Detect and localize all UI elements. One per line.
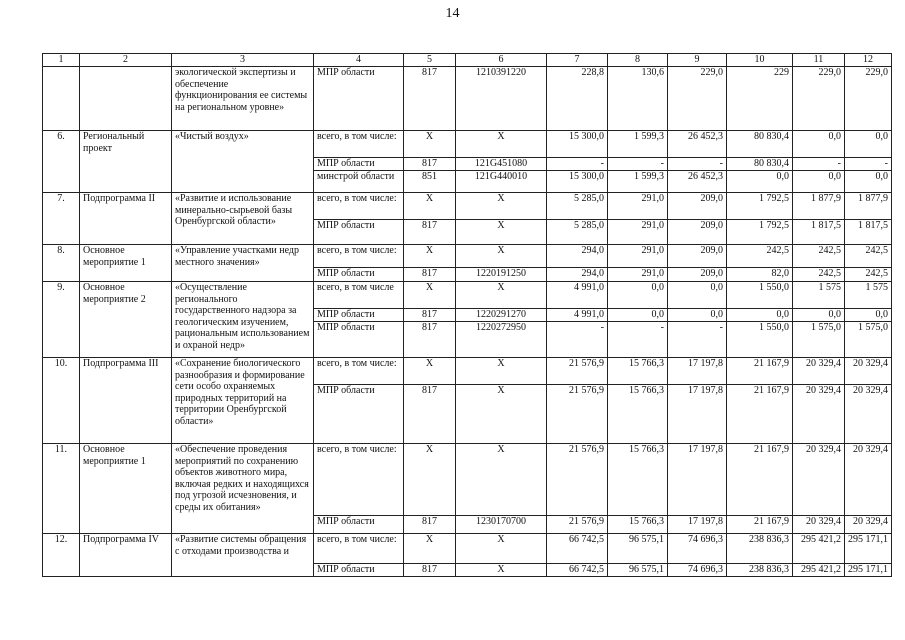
- department-code-cell: 817: [404, 309, 456, 322]
- amount-cell: 294,0: [547, 268, 608, 282]
- amount-cell: -: [668, 322, 727, 358]
- column-header: 2: [80, 54, 172, 67]
- amount-cell: 1 575,0: [845, 322, 892, 358]
- amount-cell: 229,0: [668, 67, 727, 131]
- executor-cell: минстрой области: [314, 171, 404, 193]
- amount-cell: 0,0: [727, 309, 793, 322]
- amount-cell: 1 599,3: [608, 131, 668, 158]
- amount-cell: 291,0: [608, 193, 668, 220]
- amount-cell: 4 991,0: [547, 282, 608, 309]
- amount-cell: 20 329,4: [845, 358, 892, 385]
- amount-cell: 209,0: [668, 268, 727, 282]
- program-name: Подпрограмма IV: [80, 534, 172, 577]
- amount-cell: 15 766,3: [608, 444, 668, 516]
- amount-cell: -: [845, 158, 892, 171]
- row-number: 7.: [43, 193, 80, 245]
- amount-cell: 1 817,5: [793, 220, 845, 245]
- budget-classification-cell: Х: [456, 193, 547, 220]
- amount-cell: 66 742,5: [547, 534, 608, 564]
- amount-cell: 209,0: [668, 193, 727, 220]
- executor-cell: МПР области: [314, 385, 404, 444]
- amount-cell: 294,0: [547, 245, 608, 268]
- amount-cell: 1 575: [845, 282, 892, 309]
- amount-cell: 21 167,9: [727, 385, 793, 444]
- department-code-cell: Х: [404, 358, 456, 385]
- header-row: [43, 54, 892, 67]
- amount-cell: 0,0: [845, 309, 892, 322]
- department-code-cell: Х: [404, 131, 456, 158]
- department-code-cell: Х: [404, 534, 456, 564]
- program-description: экологической экспертизы и обеспечение функционирования ее системы на региональном уровне»: [172, 67, 314, 131]
- department-code-cell: 817: [404, 220, 456, 245]
- amount-cell: 15 766,3: [608, 385, 668, 444]
- column-header: 11: [793, 54, 845, 67]
- budget-classification-cell: 1230170700: [456, 516, 547, 534]
- amount-cell: 295 421,2: [793, 564, 845, 577]
- program-name: Подпрограмма II: [80, 193, 172, 245]
- column-header: 6: [456, 54, 547, 67]
- amount-cell: 229,0: [845, 67, 892, 131]
- column-header: 4: [314, 54, 404, 67]
- department-code-cell: 817: [404, 67, 456, 131]
- program-description: «Обеспечение проведения мероприятий по сохранению объектов животного мира, включая редких и находящихся под угрозой исчезновения, и среды их обитания»: [172, 444, 314, 534]
- amount-cell: 20 329,4: [845, 444, 892, 516]
- department-code-cell: 817: [404, 322, 456, 358]
- executor-cell: МПР области: [314, 67, 404, 131]
- program-name: Основное мероприятие 2: [80, 282, 172, 358]
- amount-cell: 26 452,3: [668, 131, 727, 158]
- amount-cell: 295 421,2: [793, 534, 845, 564]
- column-header: 5: [404, 54, 456, 67]
- budget-classification-cell: Х: [456, 220, 547, 245]
- row-number: 8.: [43, 245, 80, 282]
- amount-cell: 66 742,5: [547, 564, 608, 577]
- amount-cell: 229: [727, 67, 793, 131]
- budget-classification-cell: Х: [456, 245, 547, 268]
- amount-cell: 291,0: [608, 268, 668, 282]
- budget-classification-cell: Х: [456, 385, 547, 444]
- program-name: [80, 67, 172, 131]
- column-header: 10: [727, 54, 793, 67]
- amount-cell: 1 817,5: [845, 220, 892, 245]
- amount-cell: 1 877,9: [793, 193, 845, 220]
- program-name: Основное мероприятие 1: [80, 245, 172, 282]
- amount-cell: 74 696,3: [668, 564, 727, 577]
- amount-cell: 15 766,3: [608, 516, 668, 534]
- executor-cell: всего, в том числе:: [314, 245, 404, 268]
- amount-cell: 1 792,5: [727, 193, 793, 220]
- row-number: 10.: [43, 358, 80, 444]
- department-code-cell: 817: [404, 516, 456, 534]
- amount-cell: 238 836,3: [727, 564, 793, 577]
- department-code-cell: 851: [404, 171, 456, 193]
- amount-cell: 0,0: [608, 282, 668, 309]
- table-row: [43, 245, 892, 268]
- budget-classification-cell: Х: [456, 282, 547, 309]
- budget-classification-cell: 121G440010: [456, 171, 547, 193]
- amount-cell: 295 171,1: [845, 534, 892, 564]
- executor-cell: МПР области: [314, 322, 404, 358]
- executor-cell: МПР области: [314, 564, 404, 577]
- department-code-cell: 817: [404, 158, 456, 171]
- row-number: 6.: [43, 131, 80, 193]
- executor-cell: всего, в том числе:: [314, 193, 404, 220]
- program-name: Подпрограмма III: [80, 358, 172, 444]
- budget-classification-cell: 121G451080: [456, 158, 547, 171]
- department-code-cell: Х: [404, 444, 456, 516]
- amount-cell: 1 599,3: [608, 171, 668, 193]
- budget-classification-cell: 1220272950: [456, 322, 547, 358]
- amount-cell: 0,0: [668, 309, 727, 322]
- table-row: [43, 67, 892, 131]
- amount-cell: 238 836,3: [727, 534, 793, 564]
- amount-cell: 96 575,1: [608, 564, 668, 577]
- budget-classification-cell: Х: [456, 564, 547, 577]
- amount-cell: 1 575: [793, 282, 845, 309]
- amount-cell: 17 197,8: [668, 444, 727, 516]
- row-number: 9.: [43, 282, 80, 358]
- amount-cell: -: [793, 158, 845, 171]
- department-code-cell: 817: [404, 268, 456, 282]
- column-header: 9: [668, 54, 727, 67]
- amount-cell: -: [608, 158, 668, 171]
- program-description: «Осуществление регионального государственного надзора за геологическим изучением, рациональным использованием и охраной недр»: [172, 282, 314, 358]
- row-number: [43, 67, 80, 131]
- amount-cell: 26 452,3: [668, 171, 727, 193]
- amount-cell: 1 877,9: [845, 193, 892, 220]
- executor-cell: МПР области: [314, 516, 404, 534]
- program-description: «Управление участками недр местного значения»: [172, 245, 314, 282]
- department-code-cell: Х: [404, 193, 456, 220]
- amount-cell: 242,5: [727, 245, 793, 268]
- amount-cell: 20 329,4: [793, 385, 845, 444]
- table-row: [43, 534, 892, 564]
- amount-cell: 209,0: [668, 245, 727, 268]
- executor-cell: всего, в том числе:: [314, 444, 404, 516]
- amount-cell: 21 167,9: [727, 358, 793, 385]
- amount-cell: -: [608, 322, 668, 358]
- amount-cell: 96 575,1: [608, 534, 668, 564]
- column-header: 7: [547, 54, 608, 67]
- budget-classification-cell: 1220291270: [456, 309, 547, 322]
- table-row: [43, 193, 892, 220]
- amount-cell: 20 329,4: [845, 516, 892, 534]
- amount-cell: 21 167,9: [727, 516, 793, 534]
- executor-cell: МПР области: [314, 268, 404, 282]
- program-description: «Развитие системы обращения с отходами производства и: [172, 534, 314, 577]
- amount-cell: 80 830,4: [727, 158, 793, 171]
- program-name: Региональный проект: [80, 131, 172, 193]
- executor-cell: всего, в том числе: [314, 282, 404, 309]
- department-code-cell: 817: [404, 385, 456, 444]
- program-description: «Чистый воздух»: [172, 131, 314, 193]
- table-row: [43, 131, 892, 158]
- amount-cell: 17 197,8: [668, 358, 727, 385]
- amount-cell: 15 766,3: [608, 358, 668, 385]
- amount-cell: 291,0: [608, 220, 668, 245]
- amount-cell: 21 576,9: [547, 444, 608, 516]
- budget-classification-cell: Х: [456, 444, 547, 516]
- table-row: [43, 444, 892, 516]
- amount-cell: -: [547, 158, 608, 171]
- executor-cell: МПР области: [314, 158, 404, 171]
- amount-cell: 15 300,0: [547, 131, 608, 158]
- amount-cell: 15 300,0: [547, 171, 608, 193]
- row-number: 12.: [43, 534, 80, 577]
- executor-cell: МПР области: [314, 220, 404, 245]
- amount-cell: 242,5: [845, 268, 892, 282]
- amount-cell: 74 696,3: [668, 534, 727, 564]
- amount-cell: 21 576,9: [547, 358, 608, 385]
- budget-classification-cell: Х: [456, 534, 547, 564]
- executor-cell: всего, в том числе:: [314, 131, 404, 158]
- amount-cell: 17 197,8: [668, 385, 727, 444]
- budget-classification-cell: Х: [456, 131, 547, 158]
- amount-cell: 1 575,0: [793, 322, 845, 358]
- amount-cell: 242,5: [845, 245, 892, 268]
- amount-cell: -: [668, 158, 727, 171]
- amount-cell: 20 329,4: [793, 358, 845, 385]
- amount-cell: 0,0: [793, 131, 845, 158]
- amount-cell: 0,0: [845, 171, 892, 193]
- executor-cell: всего, в том числе:: [314, 534, 404, 564]
- amount-cell: 0,0: [668, 282, 727, 309]
- amount-cell: 209,0: [668, 220, 727, 245]
- amount-cell: 21 167,9: [727, 444, 793, 516]
- row-number: 11.: [43, 444, 80, 534]
- amount-cell: 0,0: [793, 171, 845, 193]
- column-header: 12: [845, 54, 892, 67]
- column-header: 8: [608, 54, 668, 67]
- amount-cell: 5 285,0: [547, 220, 608, 245]
- amount-cell: 21 576,9: [547, 516, 608, 534]
- budget-table: [42, 53, 892, 577]
- amount-cell: 20 329,4: [793, 444, 845, 516]
- budget-classification-cell: 1210391220: [456, 67, 547, 131]
- amount-cell: 4 991,0: [547, 309, 608, 322]
- amount-cell: 0,0: [793, 309, 845, 322]
- program-description: «Сохранение биологического разнообразия и формирование сети особо охраняемых природных территорий на территории Оренбургской области»: [172, 358, 314, 444]
- table-row: [43, 282, 892, 309]
- amount-cell: 130,6: [608, 67, 668, 131]
- amount-cell: 20 329,4: [793, 516, 845, 534]
- amount-cell: -: [547, 322, 608, 358]
- amount-cell: 0,0: [608, 309, 668, 322]
- department-code-cell: Х: [404, 245, 456, 268]
- executor-cell: всего, в том числе:: [314, 358, 404, 385]
- department-code-cell: Х: [404, 282, 456, 309]
- table-row: [43, 358, 892, 385]
- budget-classification-cell: Х: [456, 358, 547, 385]
- amount-cell: 229,0: [793, 67, 845, 131]
- column-header: 3: [172, 54, 314, 67]
- amount-cell: 228,8: [547, 67, 608, 131]
- amount-cell: 1 550,0: [727, 322, 793, 358]
- department-code-cell: 817: [404, 564, 456, 577]
- amount-cell: 21 576,9: [547, 385, 608, 444]
- amount-cell: 291,0: [608, 245, 668, 268]
- amount-cell: 1 550,0: [727, 282, 793, 309]
- amount-cell: 0,0: [727, 171, 793, 193]
- amount-cell: 17 197,8: [668, 516, 727, 534]
- amount-cell: 5 285,0: [547, 193, 608, 220]
- budget-classification-cell: 1220191250: [456, 268, 547, 282]
- amount-cell: 242,5: [793, 245, 845, 268]
- amount-cell: 242,5: [793, 268, 845, 282]
- program-description: «Развитие и использование минерально-сырьевой базы Оренбургской области»: [172, 193, 314, 245]
- amount-cell: 80 830,4: [727, 131, 793, 158]
- program-name: Основное мероприятие 1: [80, 444, 172, 534]
- amount-cell: 20 329,4: [845, 385, 892, 444]
- column-header: 1: [43, 54, 80, 67]
- amount-cell: 82,0: [727, 268, 793, 282]
- executor-cell: МПР области: [314, 309, 404, 322]
- amount-cell: 1 792,5: [727, 220, 793, 245]
- amount-cell: 0,0: [845, 131, 892, 158]
- amount-cell: 295 171,1: [845, 564, 892, 577]
- page-number: 14: [445, 6, 460, 21]
